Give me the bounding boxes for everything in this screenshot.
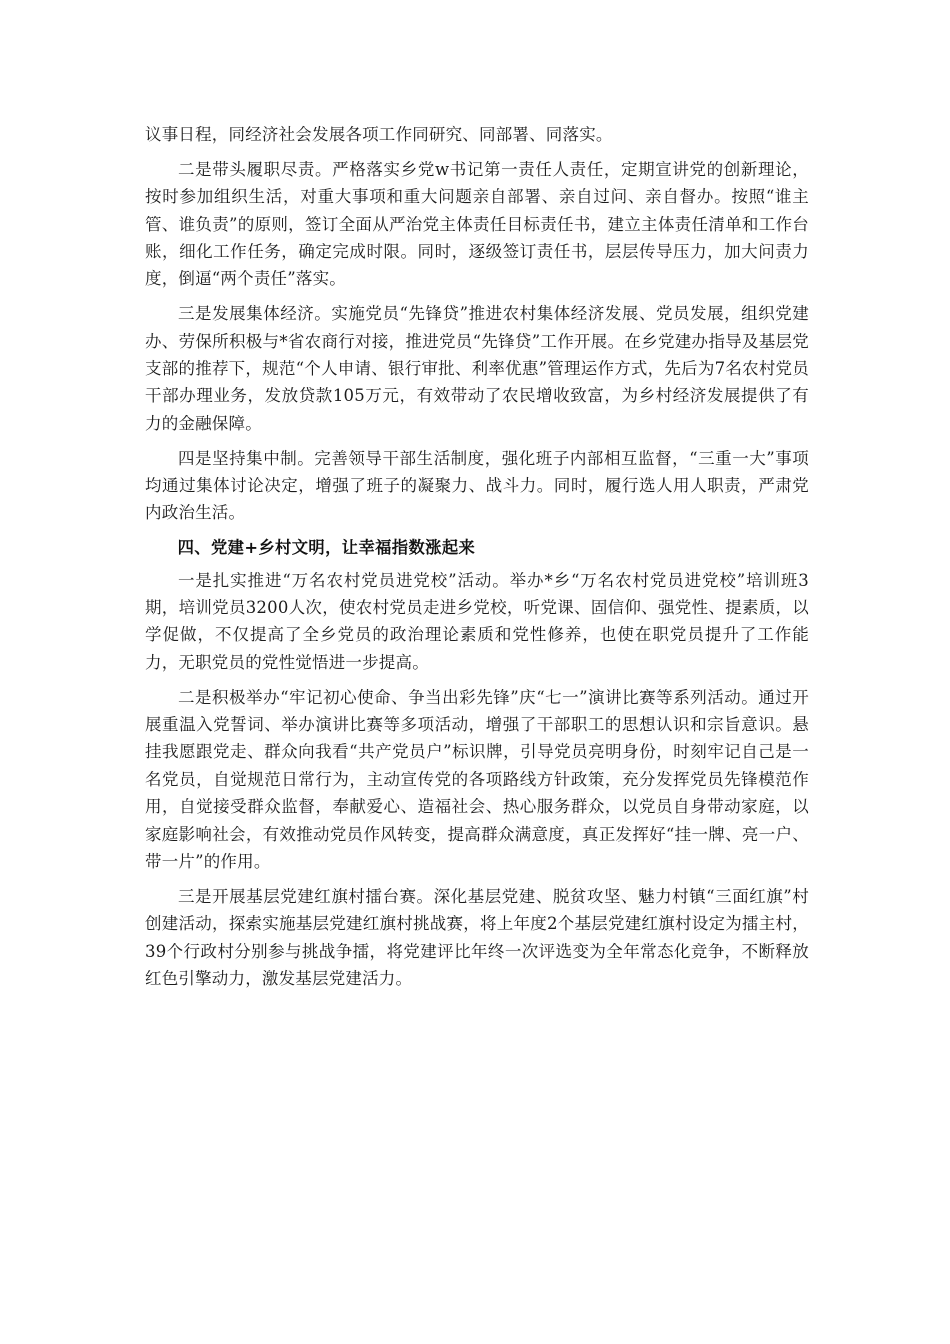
paragraph-centralism: 四是坚持集中制。完善领导干部生活制度，强化班子内部相互监督，“三重一大”事项均通过集体讨论决定，增强了班子的凝聚力、战斗力。同时，履行选人用人职责，严肃党内政治生活。 (145, 448, 809, 523)
document-body (145, 121, 809, 1000)
paragraph-red-flag-village: 三是开展基层党建红旗村擂台赛。深化基层党建、脱贫攻坚、魅力村镇“三面红旗”村创建活动，探索实施基层党建红旗村挑战赛，将上年度2个基层党建红旗村设定为擂主村，39个行政村分别参与挑战争擂，将党建评比年终一次评选变为全年常态化竞争，不断释放红色引擎动力，激发基层党建活力。 (145, 886, 809, 989)
paragraph-party-school: 一是扎实推进“万名农村党员进党校”活动。举办*乡“万名农村党员进党校”培训班3期，培训党员3200人次，使农村党员走进乡党校，听党课、固信仰、强党性、提素质，以学促做，不仅提高了全乡党员的政治理论素质和党性修养，也使在职党员提升了工作能力，无职党员的党性觉悟进一步提高。 (145, 570, 809, 672)
paragraph-speech-contest: 二是积极举办“牢记初心使命、争当出彩先锋”庆“七一”演讲比赛等系列活动。通过开展重温入党誓词、举办演讲比赛等多项活动，增强了干部职工的思想认识和宗旨意识。悬挂我愿跟党走、群众向我看“共产党员户”标识牌，引导党员亮明身份，时刻牢记自己是一名党员，自觉规范日常行为，主动宣传党的各项路线方针政策，充分发挥党员先锋模范作用，自觉接受群众监督，奉献爱心、造福社会、热心服务群众，以党员自身带动家庭，以家庭影响社会，有效推动党员作风转变，提高群众满意度，真正发挥好“挂一牌、亮一户、带一片”的作用。 (145, 687, 809, 872)
paragraph-responsibility: 二是带头履职尽责。严格落实乡党w书记第一责任人责任，定期宣讲党的创新理论，按时参加组织生活，对重大事项和重大问题亲自部署、亲自过问、亲自督办。按照“谁主管、谁负责”的原则，签订全面从严治党主体责任目标责任书，建立主体责任清单和工作台账，细化工作任务，确定完成时限。同时，逐级签订责任书，层层传导压力，加大问责力度，倒逼“两个责任”落实。 (145, 159, 809, 289)
paragraph-continuation: 议事日程，同经济社会发展各项工作同研究、同部署、同落实。 (145, 125, 613, 144)
section-heading: 四、党建+乡村文明，让幸福指数涨起来 (177, 538, 476, 558)
paragraph-collective-economy: 三是发展集体经济。实施党员“先锋贷”推进农村集体经济发展、党员发展，组织党建办、劳保所积极与*省农商行对接，推进党员“先锋贷”工作开展。在乡党建办指导及基层党支部的推荐下，规范“个人申请、银行审批、利率优惠”管理运作方式，先后为7名农村党员干部办理业务，发放贷款105万元，有效带动了农民增收致富，为乡村经济发展提供了有力的金融保障。 (145, 304, 809, 433)
